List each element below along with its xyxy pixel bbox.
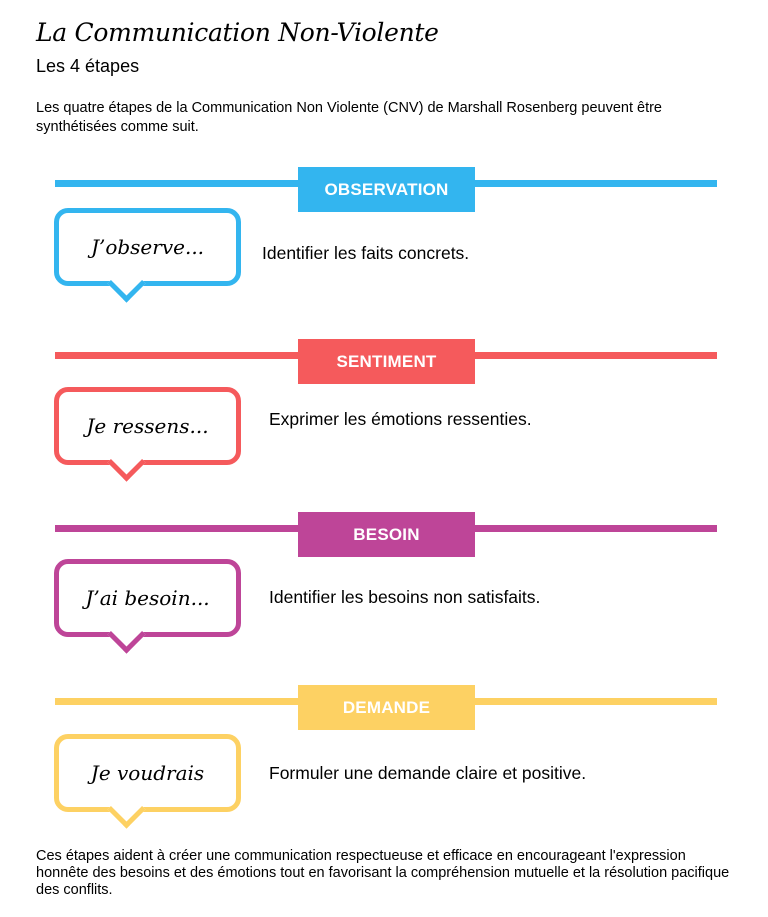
page-subtitle: Les 4 étapes bbox=[36, 56, 140, 76]
step-description: Formuler une demande claire et positive. bbox=[269, 763, 587, 783]
conclusion-text: Ces étapes aident à créer une communication respectueuse et efficace en encourageant l'expression honnête des besoins et des émotions tout en favorisant la compréhension mutuelle et la résolution pacifique des conflits. bbox=[36, 848, 730, 898]
speech-bubble bbox=[54, 734, 241, 812]
speech-bubble-text: J’ai besoin... bbox=[85, 586, 210, 610]
step-demande bbox=[0, 685, 768, 825]
step-label: DEMANDE bbox=[298, 685, 475, 730]
step-label: SENTIMENT bbox=[298, 339, 475, 384]
speech-bubble-tail bbox=[107, 443, 145, 481]
intro-text: Les quatre étapes de la Communication Non Violente (CNV) de Marshall Rosenberg peuvent être synthétisées comme suit. bbox=[36, 100, 662, 135]
speech-bubble bbox=[54, 208, 241, 286]
speech-bubble-tail bbox=[107, 790, 145, 828]
speech-bubble-text: Je voudrais bbox=[90, 761, 205, 785]
step-label: OBSERVATION bbox=[298, 167, 475, 212]
step-observation bbox=[0, 167, 768, 307]
speech-bubble-text: Je ressens... bbox=[86, 414, 209, 438]
step-label: BESOIN bbox=[298, 512, 475, 557]
speech-bubble-tail bbox=[107, 615, 145, 653]
step-besoin bbox=[0, 512, 768, 652]
step-description: Identifier les faits concrets. bbox=[262, 243, 470, 263]
speech-bubble-text: J’observe... bbox=[90, 235, 205, 259]
step-sentiment bbox=[0, 339, 768, 479]
speech-bubble bbox=[54, 387, 241, 465]
page-title: La Communication Non-Violente bbox=[36, 18, 439, 47]
speech-bubble-tail bbox=[107, 264, 145, 302]
speech-bubble bbox=[54, 559, 241, 637]
step-description: Identifier les besoins non satisfaits. bbox=[269, 587, 541, 607]
step-description: Exprimer les émotions ressenties. bbox=[269, 409, 532, 429]
